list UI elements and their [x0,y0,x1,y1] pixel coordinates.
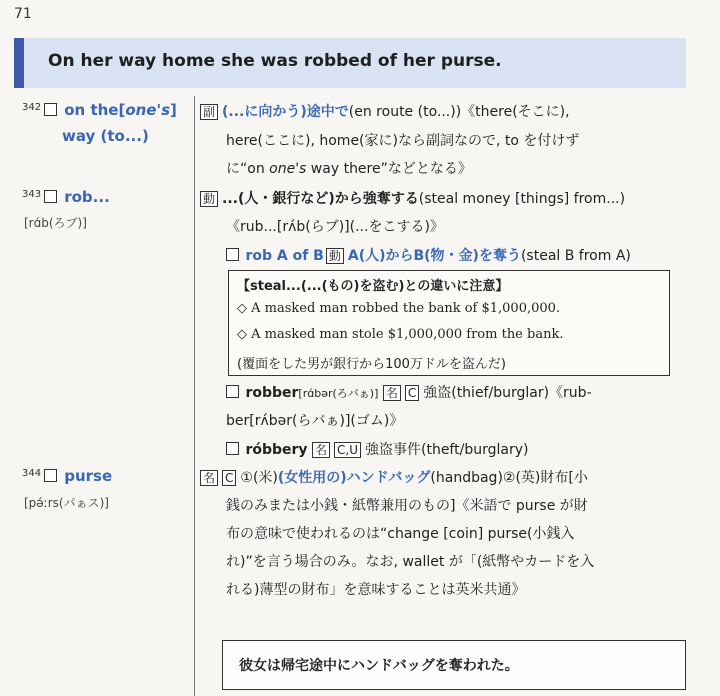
derivative-pron: [rɑ́bər(ろバぁ)] [298,387,379,400]
phrase-term: rob A of B [245,248,324,264]
definition-line [226,158,472,178]
definition-italic: one's [269,161,307,177]
derivative-word: robber [245,385,299,401]
header-sentence: On her way home she was robbed of her purse. [48,51,502,71]
derivative-line-robbery [226,439,528,459]
definition-keyword: (女性用の)ハンドバッグ [277,470,431,486]
note-example: ◇ A masked man robbed the bank of $1,000,000. [237,301,561,316]
entry-term-rob [44,188,110,206]
term-text: purse [64,467,113,485]
entry-term-purse [44,467,112,485]
entry-term-line2: way (to...) [62,127,149,145]
term-text: rob... [64,188,110,206]
checkbox-icon[interactable] [226,248,239,261]
definition-line: 銭のみまたは小銭・紙幣兼用のもの]《米語で purse が財 [226,498,588,514]
checkbox-icon[interactable] [44,103,57,116]
phrase-meaning: A(人)からB(物・金)を奪う [347,248,521,264]
entry-number: 343 [22,189,42,200]
derivative-line-robber [226,382,592,402]
derivative-gloss: 強盗(thief/burglar)《rub- [423,385,592,401]
checkbox-icon[interactable] [44,469,57,482]
note-translation: (覆面をした男が銀行から100万ドルを盗んだ) [237,357,506,372]
definition-text: に“on [226,161,270,177]
definition-line: ber[rʌ́bər(らバぁ)](ゴム)》 [226,413,404,429]
phrase-rest: (steal B from A) [520,248,631,264]
checkbox-icon[interactable] [226,385,239,398]
definition-keyword: (...に向かう)途中で [222,104,349,120]
pronunciation: [rɑ́b(ろブ)] [24,216,87,230]
countability-badge: C [222,470,236,486]
checkbox-icon[interactable] [226,442,239,455]
pos-badge: 動 [200,191,218,207]
term-text: on the [64,101,119,119]
note-example: ◇ A masked man stole $1,000,000 from the bank. [237,327,564,342]
definition-line: れ)”を言う場合のみ。なお, wallet が「(紙幣やカードを入 [226,554,595,570]
definition-line: 《rub...[rʌ́b(らブ)](...をこする)》 [226,219,444,235]
definition-sense: ①(米) [240,470,278,486]
definition-line [200,101,570,121]
usage-note-box [228,270,670,376]
definition-line [200,188,625,208]
countability-badge: C [405,385,419,401]
banner-accent-bar [14,38,24,88]
definition-line: れる)薄型の財布」を意味することは英米共通》 [226,582,526,598]
definition-line: here(ここに), home(家に)なら副詞なので, to を付けず [226,133,580,149]
translation-text: 彼女は帰宅途中にハンドバッグを奪われた。 [239,658,519,674]
term-bracket-open: [ [118,101,126,119]
term-bracket-close: ] [170,101,177,119]
phrase-line [226,245,631,265]
note-title: 【steal...(...(もの)を盗む)との違いに注意】 [237,279,509,294]
definition-rest: (handbag)②(英)財布[小 [430,470,588,486]
countability-badge: C,U [334,442,361,458]
entry-number: 344 [22,468,42,479]
definition-rest: (en route (to...))《there(そこに), [348,104,570,120]
pos-badge: 副 [200,104,218,120]
translation-box [222,640,686,690]
definition-text: way there”などとなる》 [306,161,472,177]
term-italic: one's [125,101,171,119]
definition-rest: (steal money [things] from...) [418,191,626,207]
derivative-word: róbbery [245,442,308,458]
page-number: 71 [14,6,32,22]
header-banner [14,38,686,88]
pos-badge: 動 [326,248,344,264]
checkbox-icon[interactable] [44,190,57,203]
entry-number: 342 [22,102,42,113]
entry-term-on-the-way [44,101,177,119]
definition-line: 布の意味で使われるのは“change [coin] purse(小銭入 [226,526,575,542]
derivative-gloss: 強盗事件(theft/burglary) [365,442,529,458]
definition-line [200,467,588,487]
pronunciation: [pə́ːrs(パぁス)] [24,496,109,510]
pos-badge: 名 [312,442,330,458]
column-divider [194,96,195,696]
pos-badge: 名 [200,470,218,486]
definition-keyword: ...(人・銀行など)から強奪する [222,191,419,207]
pos-badge: 名 [383,385,401,401]
